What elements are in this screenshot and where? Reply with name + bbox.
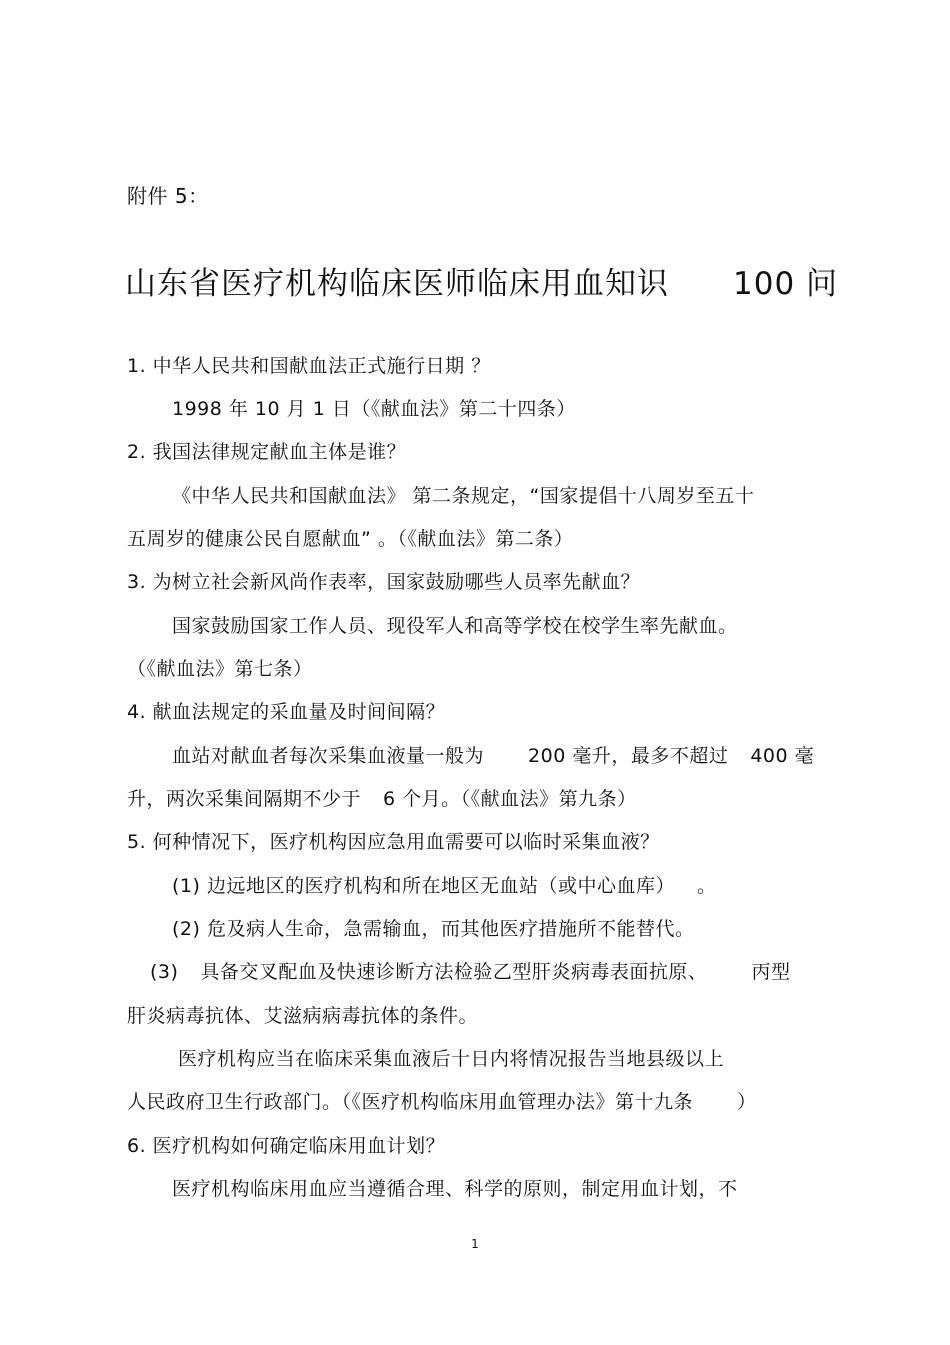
answer-5-note-line-2 bbox=[127, 1089, 757, 1115]
answer-4-line-1 bbox=[172, 743, 814, 769]
answer-4-part-e: 6 个月。（《献血法》第九条） bbox=[383, 788, 637, 810]
answer-4-part-a: 血站对献血者每次采集血液量一般为 bbox=[172, 745, 485, 767]
answer-5-point-2: (2) 危及病人生命，急需输血，而其他医疗措施所不能替代。 bbox=[172, 918, 695, 940]
question-1: 1. 中华人民共和国献血法正式施行日期 ？ bbox=[127, 355, 491, 377]
answer-6-line-1: 医疗机构临床用血应当遵循合理、科学的原则，制定用血计划，不 bbox=[172, 1178, 738, 1200]
question-5: 5. 何种情况下，医疗机构因应急用血需要可以临时采集血液？ bbox=[127, 831, 660, 853]
title-text: 山东省医疗机构临床医师临床用血知识 bbox=[125, 266, 669, 302]
answer-5-note-text: 人民政府卫生行政部门。（《医疗机构临床用血管理办法》第十九条 bbox=[127, 1091, 694, 1113]
attachment-label: 附件 5： bbox=[127, 184, 209, 208]
answer-4-part-c: 400 毫 bbox=[750, 745, 815, 767]
answer-4-line-2 bbox=[127, 786, 637, 812]
answer-4-part-d: 升，两次采集间隔期不少于 bbox=[127, 788, 362, 810]
answer-1-line-1: 1998 年 10 月 1 日（《献血法》第二十四条） bbox=[172, 398, 576, 420]
answer-5-note-end: ） bbox=[737, 1091, 757, 1113]
answer-5-note-line-1: 医疗机构应当在临床采集血液后十日内将情况报告当地县级以上 bbox=[178, 1048, 725, 1070]
question-2: 2. 我国法律规定献血主体是谁？ bbox=[127, 441, 407, 463]
answer-5-point-3 bbox=[150, 959, 790, 985]
answer-5-point-3-text: 具备交叉配血及快速诊断方法检验乙型肝炎病毒表面抗原、 bbox=[200, 961, 708, 983]
answer-3-line-1: 国家鼓励国家工作人员、现役军人和高等学校在校学生率先献血。 bbox=[172, 615, 738, 637]
answer-2-line-1: 《中华人民共和国献血法》 第二条规定，“国家提倡十八周岁至五十 bbox=[172, 485, 755, 507]
answer-3-line-2: （《献血法》第七条） bbox=[127, 658, 313, 680]
answer-2-line-2: 五周岁的健康公民自愿献血” 。（《献血法》第二条） bbox=[127, 528, 574, 550]
answer-5-point-1-text: (1) 边远地区的医疗机构和所在地区无血站（或中心血库） bbox=[172, 875, 675, 897]
question-3: 3. 为树立社会新风尚作表率，国家鼓励哪些人员率先献血？ bbox=[127, 571, 641, 593]
answer-5-point-1-end: 。 bbox=[696, 875, 717, 897]
answer-5-point-3-tail: 丙型 bbox=[751, 961, 791, 983]
answer-5-point-1 bbox=[172, 873, 716, 899]
page-number: 1 bbox=[471, 1237, 479, 1251]
question-4: 4. 献血法规定的采血量及时间间隔？ bbox=[127, 701, 446, 723]
question-6: 6. 医疗机构如何确定临床用血计划？ bbox=[127, 1135, 446, 1157]
page-title bbox=[125, 264, 838, 304]
answer-4-part-b: 200 毫升，最多不超过 bbox=[528, 745, 729, 767]
answer-5-point-3-cont: 肝炎病毒抗体、艾滋病病毒抗体的条件。 bbox=[127, 1005, 479, 1027]
title-number: 100 问 bbox=[733, 266, 839, 302]
answer-5-point-3-label: (3) bbox=[150, 961, 179, 983]
